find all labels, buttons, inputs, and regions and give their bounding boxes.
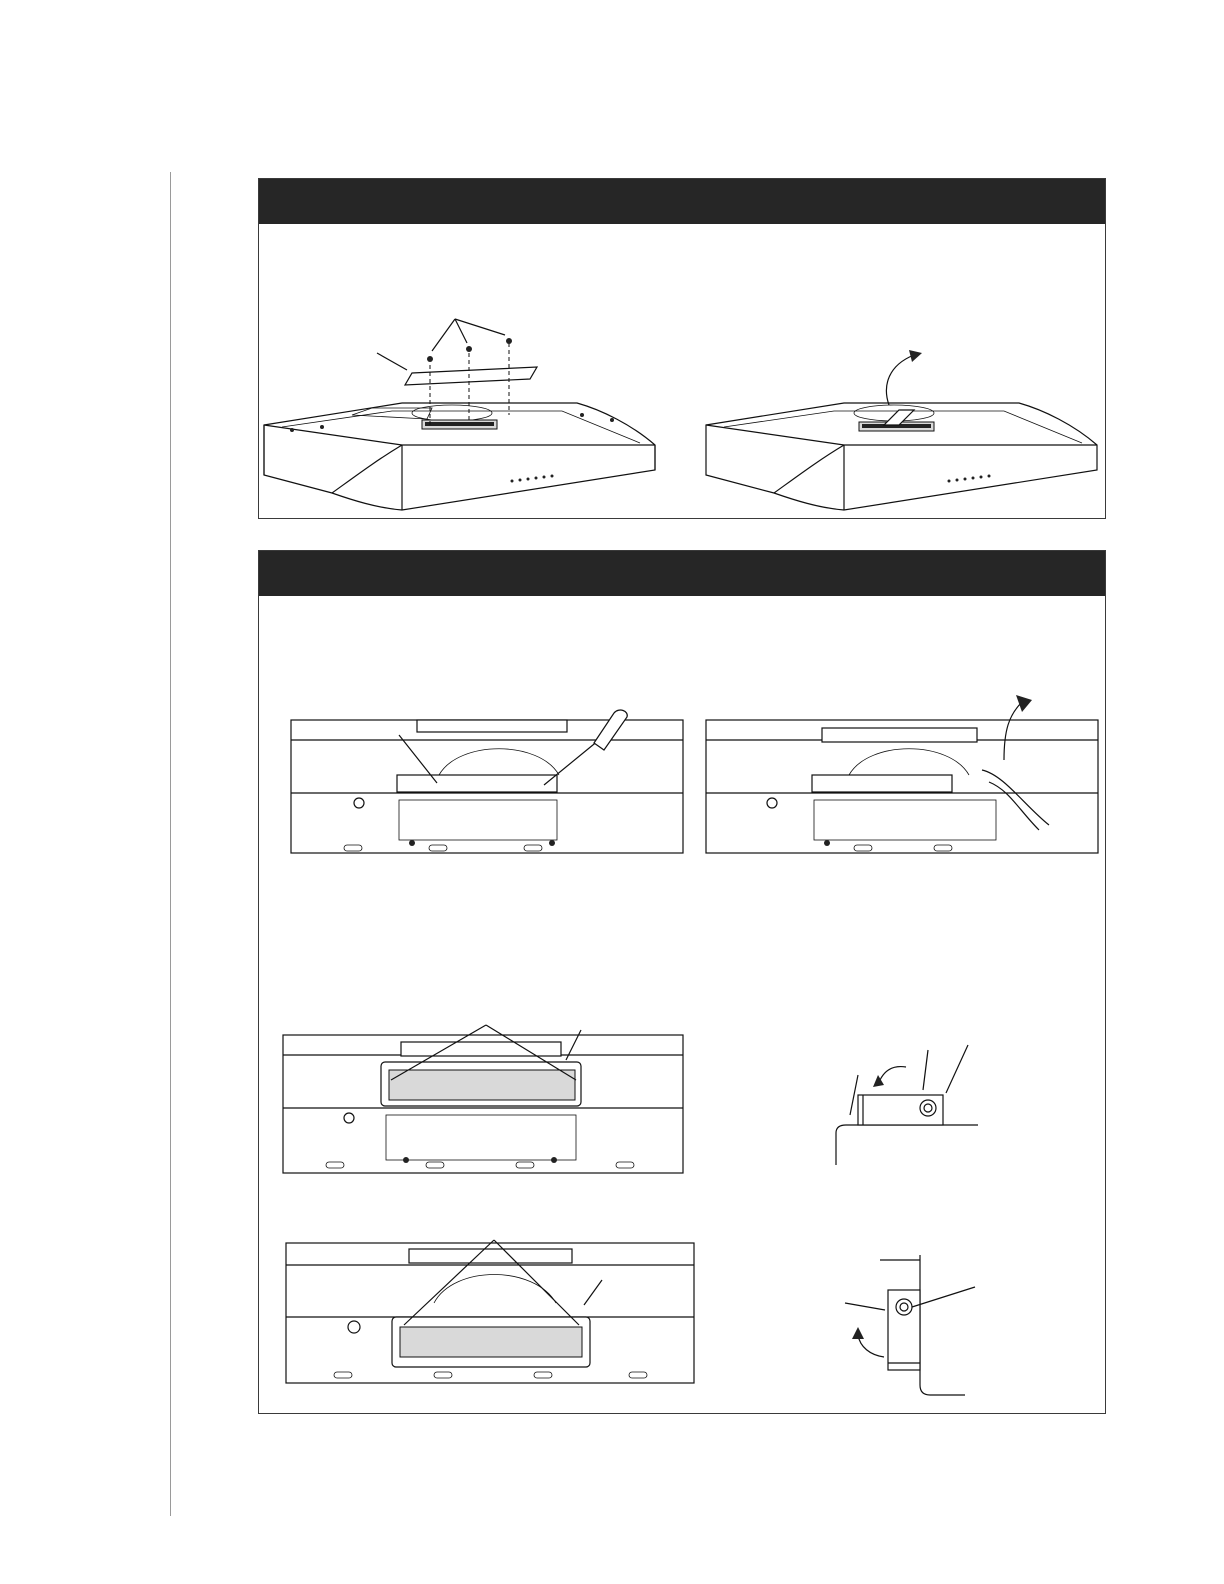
hood-underside <box>706 720 1098 853</box>
damper-flap-rear-detail-illustration <box>840 1255 980 1405</box>
panel-1-header <box>259 179 1105 224</box>
cover-plate <box>405 367 537 385</box>
hood-damper-installed-top-illustration <box>281 1020 686 1175</box>
hood-top-tape-removal-illustration <box>704 350 1104 515</box>
page-margin-rule <box>170 172 171 1516</box>
hood-underside <box>291 720 683 853</box>
hood-underside <box>283 1025 683 1173</box>
panel-2-header <box>259 551 1105 596</box>
damper-flap-side-detail-illustration <box>828 1045 988 1170</box>
hood-body <box>264 403 655 510</box>
hood-damper-pliers-illustration <box>704 690 1100 855</box>
hood-top-screws-plate-illustration <box>262 315 662 515</box>
hood-underside <box>286 1240 694 1383</box>
flap-detail <box>845 1255 975 1395</box>
flap-detail <box>836 1045 978 1165</box>
hood-damper-screwdriver-illustration <box>289 705 685 855</box>
hood-damper-installed-rear-illustration <box>284 1235 696 1385</box>
